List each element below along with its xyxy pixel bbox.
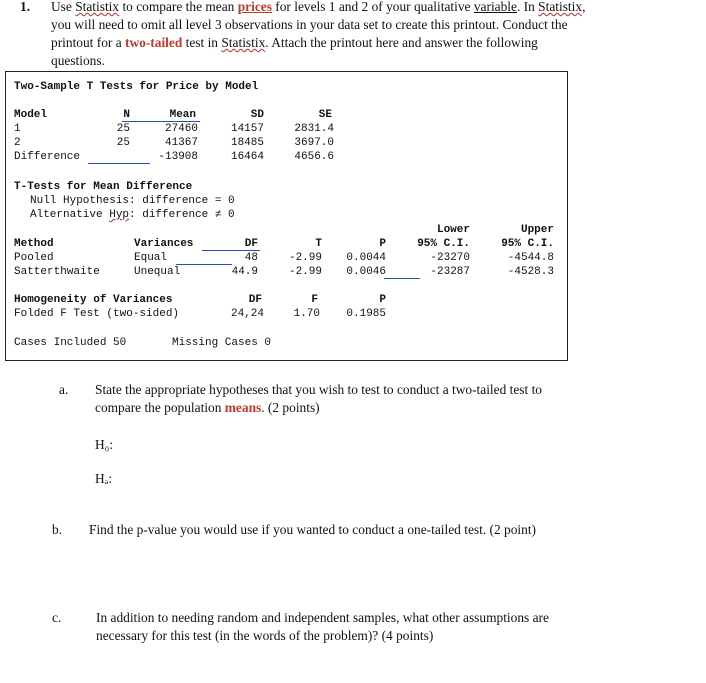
header-se: SE — [318, 109, 332, 121]
part-a-line-1: State the appropriate hypotheses that you wish to test to conduct a two-tailed test to — [95, 382, 542, 397]
table-cell-n: 25 — [116, 123, 130, 135]
part-c-line-1: In addition to needing random and independent samples, what other assumptions are — [96, 610, 549, 625]
question-line-2: you will need to omit all level 3 observations in your data set to create this printout. Conduct the — [51, 17, 568, 32]
header-ci-lower: 95% C.I. — [417, 238, 470, 250]
table-cell-se: 4656.6 — [294, 151, 334, 163]
alternative-hypothesis: Alternative Hyp: difference ≠ 0 — [30, 209, 235, 221]
header-df: DF — [244, 238, 258, 250]
homogeneity-title: Homogeneity of Variances — [14, 294, 173, 306]
method-row-upper: -4544.8 — [507, 252, 554, 264]
method-row-df: 44.9 — [231, 266, 258, 278]
means-emphasis: means — [224, 400, 262, 415]
header-f: F — [311, 294, 318, 306]
variable-word: variable — [473, 0, 517, 14]
homogeneity-df: 24,24 — [230, 308, 264, 320]
homogeneity-test: Folded F Test (two-sided) — [14, 308, 180, 320]
method-row-t: -2.99 — [288, 252, 322, 264]
part-b-letter: b. — [52, 522, 63, 537]
prices-emphasis: prices — [237, 0, 272, 14]
table-cell-sd: 16464 — [230, 151, 264, 163]
alt-hypothesis-label: Hₐ: — [95, 471, 113, 486]
table-cell-mean: -13908 — [158, 151, 198, 163]
ttest-title: T-Tests for Mean Difference — [14, 181, 193, 193]
table-row-model: Difference — [14, 151, 81, 163]
header-variances: Variances — [134, 238, 194, 250]
table-cell-sd: 14157 — [230, 123, 264, 135]
statistix-word: Statistix — [75, 0, 120, 14]
question-line-1: Use Statistix to compare the mean prices for levels 1 and 2 of your qualitative variable. In Statistix, — [51, 0, 586, 14]
table-cell-mean: 41367 — [164, 137, 198, 149]
table-cell-mean: 27460 — [164, 123, 198, 135]
homogeneity-p: 0.1985 — [346, 308, 386, 320]
header-mean: Mean — [169, 109, 196, 121]
header-method: Method — [14, 238, 54, 250]
two-tailed-emphasis: two-tailed — [125, 35, 183, 50]
printout-title: Two-Sample T Tests for Price by Model — [14, 81, 259, 93]
method-row-lower: -23287 — [430, 266, 470, 278]
header-upper: Upper — [520, 224, 554, 236]
header-p: P — [379, 294, 386, 306]
header-t: T — [315, 238, 322, 250]
table-row-model: 2 — [14, 137, 21, 149]
table-cell-se: 3697.0 — [294, 137, 334, 149]
method-row-variances: Equal — [134, 252, 168, 264]
question-number: 1. — [20, 0, 31, 14]
method-row-lower: -23270 — [430, 252, 470, 264]
part-c-line-2: necessary for this test (in the words of the problem)? (4 points) — [96, 628, 434, 643]
question-line-4: questions. — [51, 53, 105, 68]
cases-included: Cases Included 50 — [14, 337, 127, 349]
question-line-3: printout for a two-tailed test in Statistix. Attach the printout here and answer the following — [51, 35, 538, 50]
header-sd: SD — [250, 109, 264, 121]
header-ci-upper: 95% C.I. — [501, 238, 554, 250]
header-model: Model — [14, 109, 48, 121]
table-cell-n: 25 — [116, 137, 130, 149]
method-row-upper: -4528.3 — [507, 266, 554, 278]
null-hypothesis: Null Hypothesis: difference = 0 — [30, 195, 235, 207]
method-row-df: 48 — [244, 252, 258, 264]
table-row-model: 1 — [14, 123, 21, 135]
method-row-name: Pooled — [14, 252, 54, 264]
header-lower: Lower — [436, 224, 470, 236]
part-c-letter: c. — [52, 610, 62, 625]
homogeneity-f: 1.70 — [293, 308, 320, 320]
header-n: N — [123, 109, 130, 121]
method-row-name: Satterthwaite — [14, 266, 100, 278]
method-row-variances: Unequal — [134, 266, 181, 278]
method-row-p: 0.0046 — [346, 266, 386, 278]
missing-cases: Missing Cases 0 — [172, 337, 272, 349]
method-row-p: 0.0044 — [346, 252, 386, 264]
part-a-line-2: compare the population means. (2 points) — [95, 400, 320, 415]
statistix-printout — [5, 71, 568, 361]
method-row-t: -2.99 — [288, 266, 322, 278]
null-hypothesis-label: H₀: — [95, 437, 114, 452]
part-a-letter: a. — [59, 382, 69, 397]
part-b-text: Find the p-value you would use if you wanted to conduct a one-tailed test. (2 point) — [89, 522, 536, 537]
table-cell-se: 2831.4 — [294, 123, 334, 135]
header-p: P — [379, 238, 386, 250]
table-cell-sd: 18485 — [230, 137, 264, 149]
header-df: DF — [248, 294, 262, 306]
